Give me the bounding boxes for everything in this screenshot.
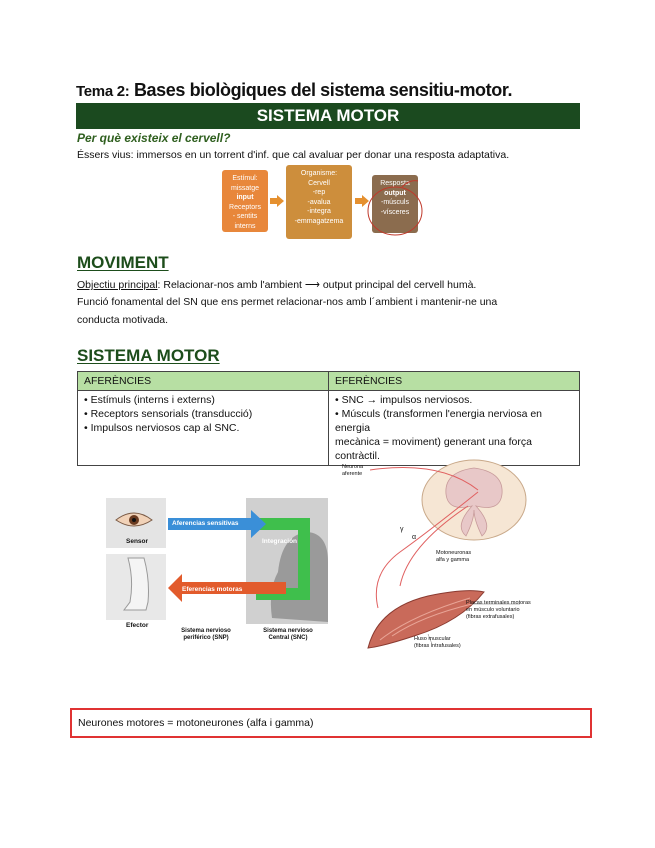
placas-label xyxy=(466,600,531,621)
title-main: Bases biològiques del sistema sensitiu-motor. xyxy=(133,80,513,100)
huso-label-line: Huso muscular xyxy=(414,636,451,642)
table-header-afferent: AFERÈNCIES xyxy=(78,372,329,391)
flow-box-line: output xyxy=(384,189,406,197)
objective-line xyxy=(77,279,476,291)
note-box: Neurones motores = motoneurones (alfa i gamma) xyxy=(70,708,592,738)
table-item: • Músculs (transformen l'energia nerviosa en energia xyxy=(335,408,543,434)
table-item: mecànica = moviment) generant una força contràctil. xyxy=(335,436,532,462)
flow-box-line: Resposta xyxy=(380,180,410,187)
section-banner: SISTEMA MOTOR xyxy=(76,103,580,129)
efector-label: Efector xyxy=(126,622,149,629)
sensorimotor-loop-figure xyxy=(106,498,328,648)
integracion-label: Integración xyxy=(262,538,298,545)
flow-box-stimulus xyxy=(222,170,268,232)
neurona-label xyxy=(342,464,363,478)
question-heading: Per què existeix el cervell? xyxy=(77,131,231,145)
placas-label-line: en músculo voluntario xyxy=(466,607,520,613)
table-item: • Impulsos nerviosos cap al SNC. xyxy=(84,422,240,434)
placas-label-line: (fibras extrafusales) xyxy=(466,614,515,620)
placas-label-line: Placas terminales motoras xyxy=(466,600,531,606)
flow-box-line: Cervell xyxy=(308,179,330,187)
spinal-cord-section-icon xyxy=(422,460,526,540)
flow-box-line: -rep xyxy=(312,189,326,196)
spinal-cord-figure xyxy=(340,458,560,658)
neurona-label-line: Neurona xyxy=(342,464,364,470)
snp-label-line: Sistema nervioso xyxy=(181,628,231,634)
flow-diagram xyxy=(222,165,422,239)
flow-box-line: Receptors xyxy=(229,203,261,211)
objective-text: : Relacionar-nos amb l'ambient ⟶ output principal del cervell humà. xyxy=(157,279,477,291)
eferencias-label: Eferencias motoras xyxy=(182,586,243,593)
flow-box-organism xyxy=(286,165,352,239)
snc-label xyxy=(252,628,324,642)
flow-box-line: -vísceres xyxy=(380,208,410,216)
flow-box-line: - sentits xyxy=(232,213,258,220)
sistema-motor-heading: SISTEMA MOTOR xyxy=(77,346,220,365)
title-prefix: Tema 2: xyxy=(76,83,130,100)
table-item: • Estímuls (interns i externs) xyxy=(84,394,215,406)
document-title xyxy=(76,80,512,101)
moto-label xyxy=(436,550,471,564)
table-cell-efferent xyxy=(329,391,580,466)
aferencias-label: Aferencias sensitivas xyxy=(172,520,239,527)
flow-circle-annotation xyxy=(362,173,424,239)
moto-label-line: Motoneuronas xyxy=(436,550,472,556)
huso-label-line: (fibras intrafusales) xyxy=(414,643,461,649)
moviment-line-2: Funció fonamental del SN que ens permet relacionar-nos amb l´ambient i mantenir-ne una xyxy=(77,296,498,308)
snp-label-line: periférico (SNP) xyxy=(183,635,229,641)
intro-text: Éssers vius: immersos en un torrent d'inf. que cal avaluar per donar una resposta adaptativa. xyxy=(77,149,510,161)
flow-box-line: -emmagatzema xyxy=(294,217,344,225)
flow-box-line: -avalua xyxy=(307,198,331,206)
moviment-heading: MOVIMENT xyxy=(77,253,169,272)
moviment-line-3: conducta motivada. xyxy=(77,314,169,326)
flow-box-line: -músculs xyxy=(380,199,409,206)
table-item: • Receptors sensorials (transducció) xyxy=(84,408,253,420)
snc-label-line: Sistema nervioso xyxy=(263,628,313,634)
flow-box-line: interns xyxy=(234,222,256,230)
huso-label xyxy=(414,636,461,650)
moto-label-line: alfa y gamma xyxy=(436,557,470,563)
table-item: • SNC → impulsos nerviosos. xyxy=(335,394,473,406)
table-header-efferent: EFERÈNCIES xyxy=(329,372,580,391)
table-cell-afferent xyxy=(78,391,329,466)
flow-box-line: Estímul: xyxy=(232,175,258,182)
alpha-label: α xyxy=(412,534,417,541)
flow-box-line: input xyxy=(236,194,254,201)
neurona-label-line: aferente xyxy=(342,471,363,477)
objective-label: Objectiu principal xyxy=(77,279,158,291)
flow-arrow-1 xyxy=(270,195,284,207)
flow-box-line: -integra xyxy=(307,208,331,215)
afferent-efferent-table xyxy=(77,371,580,466)
gamma-label: γ xyxy=(400,526,404,533)
snp-label xyxy=(170,628,242,642)
flow-box-line: missatge xyxy=(230,184,259,192)
snc-label-line: Central (SNC) xyxy=(268,635,308,641)
flow-box-line: Organisme: xyxy=(300,170,338,177)
sensor-label: Sensor xyxy=(126,538,149,545)
